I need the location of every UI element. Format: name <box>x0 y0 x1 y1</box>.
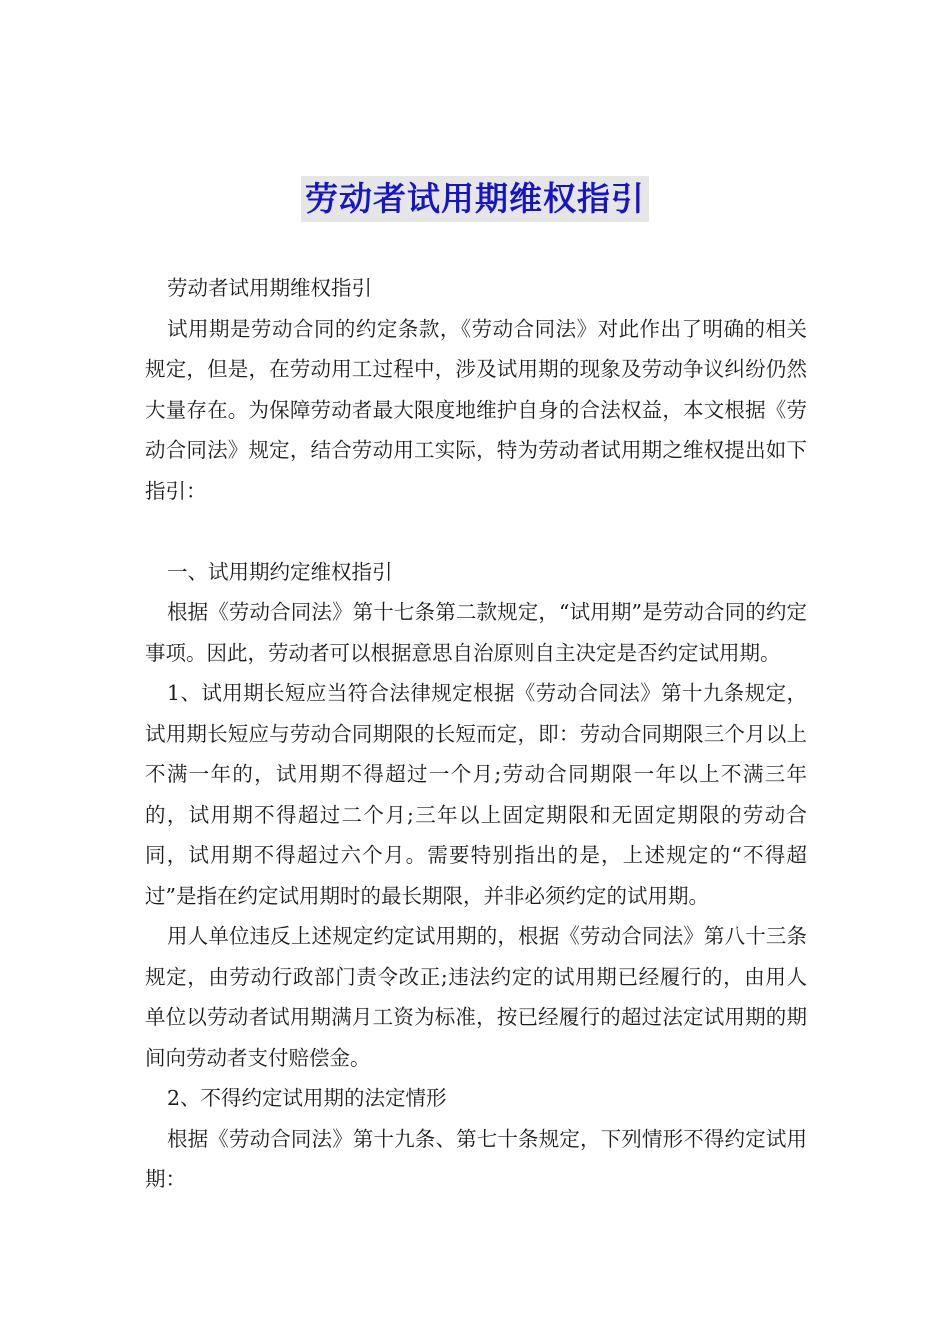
section-1-paragraph: 根据《劳动合同法》第十七条第二款规定，“试用期”是劳动合同的约定事项。因此，劳动者可以根据意思自治原则自主决定是否约定试用期。 <box>145 600 807 665</box>
intro-paragraph: 试用期是劳动合同的约定条款，《劳动合同法》对此作出了明确的相关规定，但是，在劳动用工过程中，涉及试用期的现象及劳动争议纠纷仍然大量存在。为保障劳动者最大限度地维护自身的合法权益，本文根据《劳动合同法》规定，结合劳动用工实际，特为劳动者试用期之维权提出如下指引： <box>145 316 807 503</box>
item-1-paragraph: 1、试用期长短应当符合法律规定根据《劳动合同法》第十九条规定，试用期长短应与劳动合同期限的长短而定，即：劳动合同期限三个月以上不满一年的，试用期不得超过一个月;劳动合同期限一年以上不满三年的，试用期不得超过二个月;三年以上固定期限和无固定期限的劳动合同，试用期不得超过六个月。需要特别指出的是，上述规定的“不得超过”是指在约定试用期时的最长期限，并非必须约定的试用期。 <box>145 681 807 908</box>
section-heading-1: 一、试用期约定维权指引 <box>167 559 393 584</box>
document-body <box>145 268 807 1200</box>
title-container <box>0 176 950 222</box>
item-2-paragraph: 根据《劳动合同法》第十九条、第七十条规定，下列情形不得约定试用期： <box>145 1126 807 1191</box>
document-title: 劳动者试用期维权指引 <box>301 176 649 222</box>
subtitle-paragraph: 劳动者试用期维权指引 <box>167 276 372 300</box>
blank-line <box>145 511 807 552</box>
violation-paragraph: 用人单位违反上述规定约定试用期的，根据《劳动合同法》第八十三条规定，由劳动行政部门责令改正;违法约定的试用期已经履行的，由用人单位以劳动者试用期满月工资为标准，按已经履行的超过法定试用期的期间向劳动者支付赔偿金。 <box>145 924 807 1070</box>
item-2-heading: 2、不得约定试用期的法定情形 <box>167 1086 447 1110</box>
